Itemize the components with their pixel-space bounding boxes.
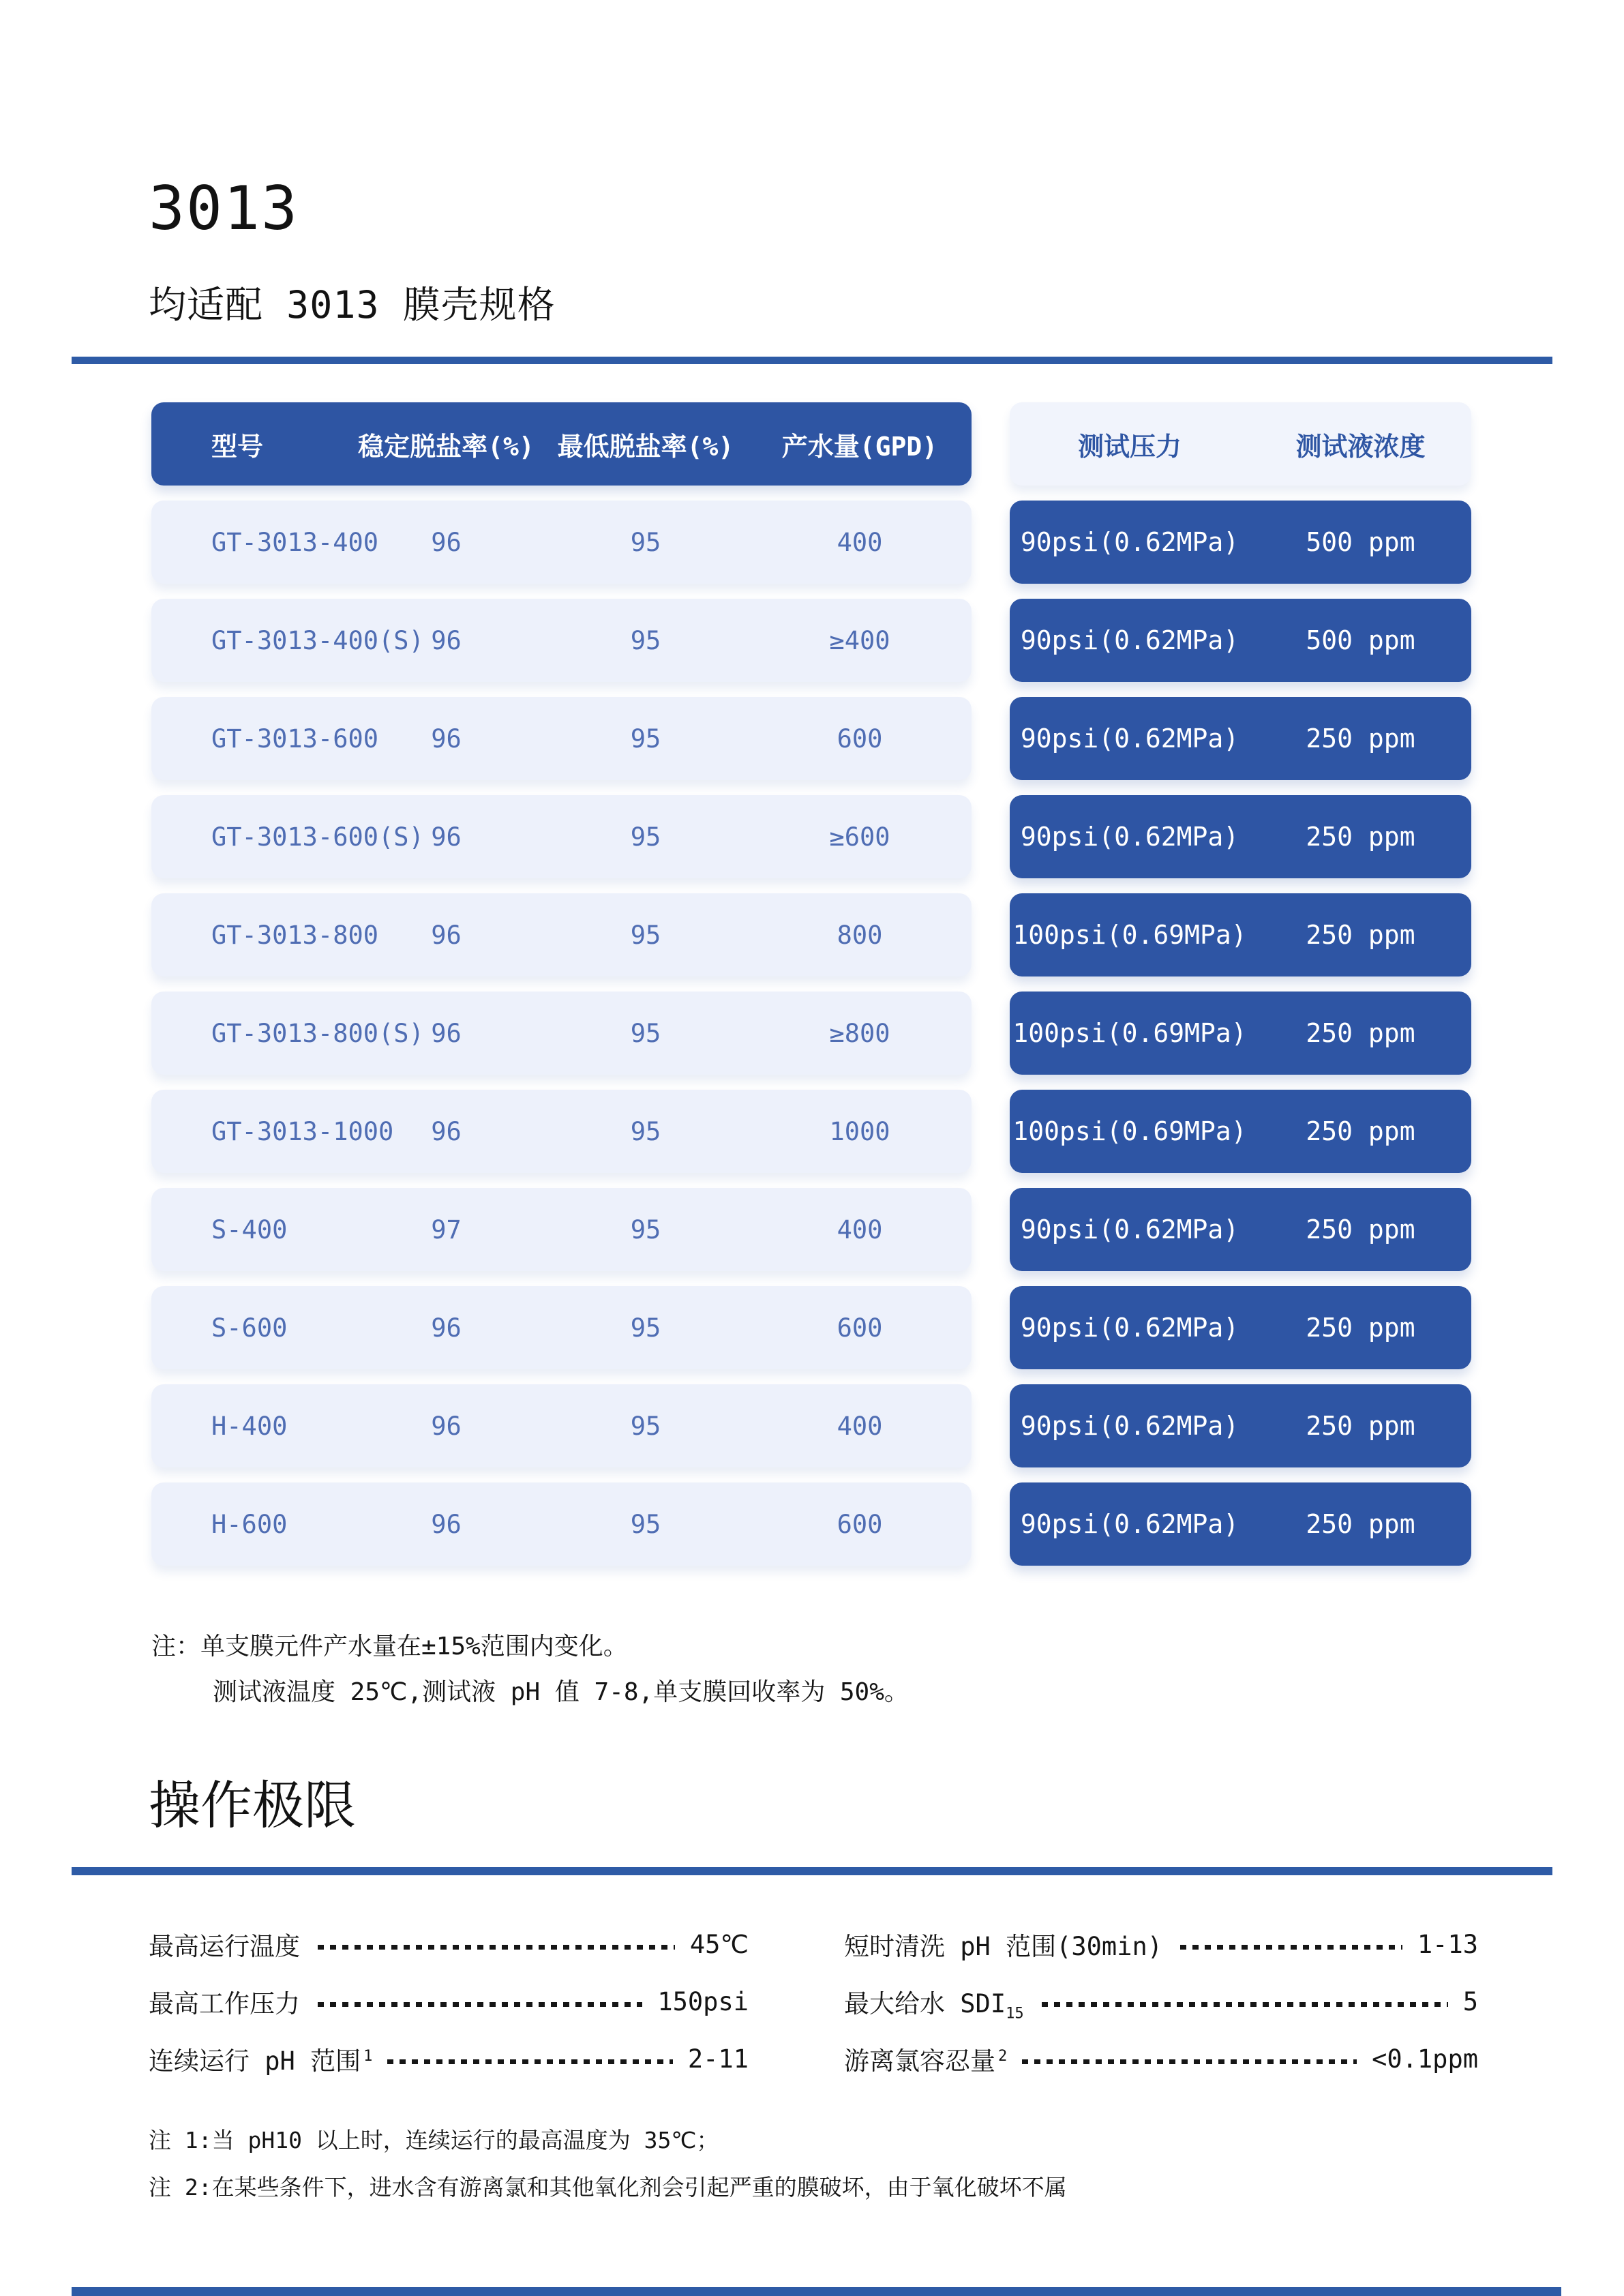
limits-footnotes (149, 2117, 1624, 2211)
spec-tables (151, 402, 1624, 1581)
limit-item (149, 2043, 749, 2074)
col-header-min-rate: 最低脱盐率(%) (557, 431, 734, 462)
limit-label: 最大给水 $SDI_{15}$ (844, 1989, 1024, 2023)
cell-test-pressure: 90psi(0.62MPa) (1020, 822, 1239, 852)
cell-min-rate: 95 (630, 724, 661, 754)
cell-min-rate: 95 (630, 1313, 661, 1343)
table-row (151, 1188, 972, 1271)
limit-value: <0.1ppm (1372, 2044, 1478, 2074)
cell-test-pressure: 100psi(0.69MPa) (1012, 1018, 1247, 1048)
cell-test-concentration: 250 ppm (1306, 1313, 1415, 1343)
cell-stable-rate: 96 (431, 1018, 462, 1048)
col-header-stable-rate: 稳定脱盐率(%) (358, 431, 535, 462)
dotted-leader (1022, 2059, 1357, 2064)
limit-item (844, 1986, 1478, 2023)
cell-flow: 600 (837, 724, 883, 754)
table-row (151, 1384, 972, 1467)
page-subtitle: 均适配 3013 膜壳规格 (149, 283, 556, 327)
cell-model: GT-3013-1000 (211, 1116, 394, 1146)
cell-min-rate: 95 (630, 1411, 661, 1441)
col-header-model: 型号 (211, 431, 264, 462)
cell-stable-rate: 96 (431, 724, 462, 754)
cell-test-concentration: 250 ppm (1306, 822, 1415, 852)
table-row (1010, 795, 1471, 878)
cell-stable-rate: 96 (431, 625, 462, 655)
limit-label-subscript: 15 (1006, 2005, 1024, 2023)
table-row (1010, 992, 1471, 1075)
limit-item (844, 1928, 1478, 1960)
cell-flow: 400 (837, 1214, 883, 1244)
cell-stable-rate: 96 (431, 822, 462, 852)
dotted-leader (1042, 2002, 1448, 2007)
dotted-leader (318, 1945, 675, 1950)
limits-section-title: 操作极限 (149, 1775, 356, 1836)
cell-min-rate: 95 (630, 527, 661, 557)
limit-label-superscript: 2 (998, 2047, 1008, 2065)
cell-model: S-600 (211, 1313, 288, 1343)
cell-test-concentration: 500 ppm (1306, 527, 1415, 557)
table-row (151, 893, 972, 976)
dotted-leader (1180, 1945, 1402, 1950)
cell-flow: ≥400 (829, 625, 890, 655)
limit-label: 最高工作压力 (149, 1989, 300, 2019)
col-header-flow: 产水量(GPD) (781, 431, 938, 462)
cell-flow: 400 (837, 527, 883, 557)
limit-item (844, 2043, 1478, 2074)
table-row (151, 1482, 972, 1566)
spec-table-right (1010, 402, 1471, 1581)
table-row (151, 1090, 972, 1173)
cell-stable-rate: 96 (431, 920, 462, 950)
cell-min-rate: 95 (630, 1018, 661, 1048)
cell-stable-rate: 96 (431, 1313, 462, 1343)
cell-model: H-600 (211, 1509, 288, 1539)
cell-test-concentration: 250 ppm (1306, 1411, 1415, 1441)
cell-stable-rate: 96 (431, 1116, 462, 1146)
table-row (1010, 1482, 1471, 1566)
cell-test-pressure: 100psi(0.69MPa) (1012, 1116, 1247, 1146)
spec-table-left-header (151, 402, 972, 486)
table-row (1010, 697, 1471, 780)
limit-label: 游离氯容忍量 $^2$ (844, 2046, 1008, 2076)
cell-test-concentration: 500 ppm (1306, 625, 1415, 655)
table-row (151, 1286, 972, 1369)
limit-label: 连续运行 pH 范围 $^1$ (149, 2046, 373, 2076)
spec-table-left (151, 402, 972, 1581)
table-row (1010, 1090, 1471, 1173)
footnote-2: 注 2:在某些条件下，进水含有游离氯和其他氧化剂会引起严重的膜破坏，由于氧化破坏不属 (149, 2174, 1067, 2201)
limit-label: 最高运行温度 (149, 1932, 300, 1962)
cell-min-rate: 95 (630, 822, 661, 852)
limit-value: 5 (1462, 1986, 1478, 2016)
footnote-1: 注 1:当 pH10 以上时，连续运行的最高温度为 35℃； (149, 2127, 719, 2154)
cell-flow: 600 (837, 1313, 883, 1343)
operating-limits (149, 1928, 1478, 2100)
limits-column-right (844, 1928, 1478, 2100)
table-row (151, 992, 972, 1075)
cell-test-concentration: 250 ppm (1306, 920, 1415, 950)
table-row (151, 795, 972, 878)
cell-test-pressure: 90psi(0.62MPa) (1020, 1214, 1239, 1244)
cell-test-concentration: 250 ppm (1306, 1116, 1415, 1146)
cell-test-pressure: 90psi(0.62MPa) (1020, 527, 1239, 557)
limit-value: 150psi (657, 1986, 749, 2016)
cell-test-pressure: 90psi(0.62MPa) (1020, 1411, 1239, 1441)
section-divider-top (72, 357, 1552, 364)
spec-note-line1: 注：单支膜元件产水量在±15%范围内变化。 (151, 1632, 628, 1660)
cell-model: GT-3013-400(S) (211, 625, 424, 655)
cell-test-concentration: 250 ppm (1306, 724, 1415, 754)
cell-flow: 600 (837, 1509, 883, 1539)
cell-min-rate: 95 (630, 1509, 661, 1539)
cell-flow: 1000 (829, 1116, 890, 1146)
limit-value: 45℃ (689, 1929, 749, 1959)
cell-model: GT-3013-600(S) (211, 822, 424, 852)
col-header-test-concentration: 测试液浓度 (1295, 431, 1426, 462)
cell-model: S-400 (211, 1214, 288, 1244)
limit-label: 短时清洗 pH 范围(30min) (844, 1932, 1163, 1962)
section-divider-limits (72, 1867, 1552, 1875)
cell-flow: 400 (837, 1411, 883, 1441)
page-title: 3013 (149, 173, 299, 243)
cell-stable-rate: 96 (431, 1411, 462, 1441)
cell-min-rate: 95 (630, 625, 661, 655)
cell-min-rate: 95 (630, 1214, 661, 1244)
spec-note-line2: 测试液温度 25℃,测试液 pH 值 7-8,单支膜回收率为 50%。 (213, 1678, 909, 1706)
table-row (1010, 893, 1471, 976)
limit-value: 1-13 (1417, 1929, 1478, 1959)
cell-test-pressure: 90psi(0.62MPa) (1020, 1313, 1239, 1343)
cell-test-concentration: 250 ppm (1306, 1018, 1415, 1048)
table-row (1010, 1286, 1471, 1369)
table-row (1010, 1384, 1471, 1467)
limit-item (149, 1928, 749, 1960)
spec-table-right-header (1010, 402, 1471, 486)
limit-item (149, 1986, 749, 2017)
limit-value: 2-11 (687, 2044, 749, 2074)
table-row (151, 697, 972, 780)
table-row (151, 501, 972, 584)
cell-model: GT-3013-400 (211, 527, 379, 557)
cell-test-pressure: 90psi(0.62MPa) (1020, 724, 1239, 754)
cell-test-concentration: 250 ppm (1306, 1214, 1415, 1244)
limit-label-superscript: 1 (363, 2047, 373, 2065)
table-row (1010, 599, 1471, 682)
table-row (1010, 501, 1471, 584)
cell-min-rate: 95 (630, 920, 661, 950)
cell-stable-rate: 97 (431, 1214, 462, 1244)
cell-test-pressure: 90psi(0.62MPa) (1020, 625, 1239, 655)
cell-model: GT-3013-800 (211, 920, 379, 950)
cell-stable-rate: 96 (431, 527, 462, 557)
cell-model: GT-3013-600 (211, 724, 379, 754)
dotted-leader (387, 2059, 673, 2064)
cell-min-rate: 95 (630, 1116, 661, 1146)
cell-test-concentration: 250 ppm (1306, 1509, 1415, 1539)
cell-test-pressure: 90psi(0.62MPa) (1020, 1509, 1239, 1539)
cell-flow: ≥800 (829, 1018, 890, 1048)
col-header-test-pressure: 测试压力 (1078, 431, 1182, 462)
cell-flow: ≥600 (829, 822, 890, 852)
cell-flow: 800 (837, 920, 883, 950)
spec-notes (151, 1624, 1624, 1715)
cell-model: H-400 (211, 1411, 288, 1441)
footer-rule (72, 2287, 1561, 2296)
table-row (151, 599, 972, 682)
dotted-leader (318, 2002, 642, 2007)
limits-column-left (149, 1928, 749, 2100)
table-row (1010, 1188, 1471, 1271)
cell-stable-rate: 96 (431, 1509, 462, 1539)
cell-model: GT-3013-800(S) (211, 1018, 424, 1048)
cell-test-pressure: 100psi(0.69MPa) (1012, 920, 1247, 950)
